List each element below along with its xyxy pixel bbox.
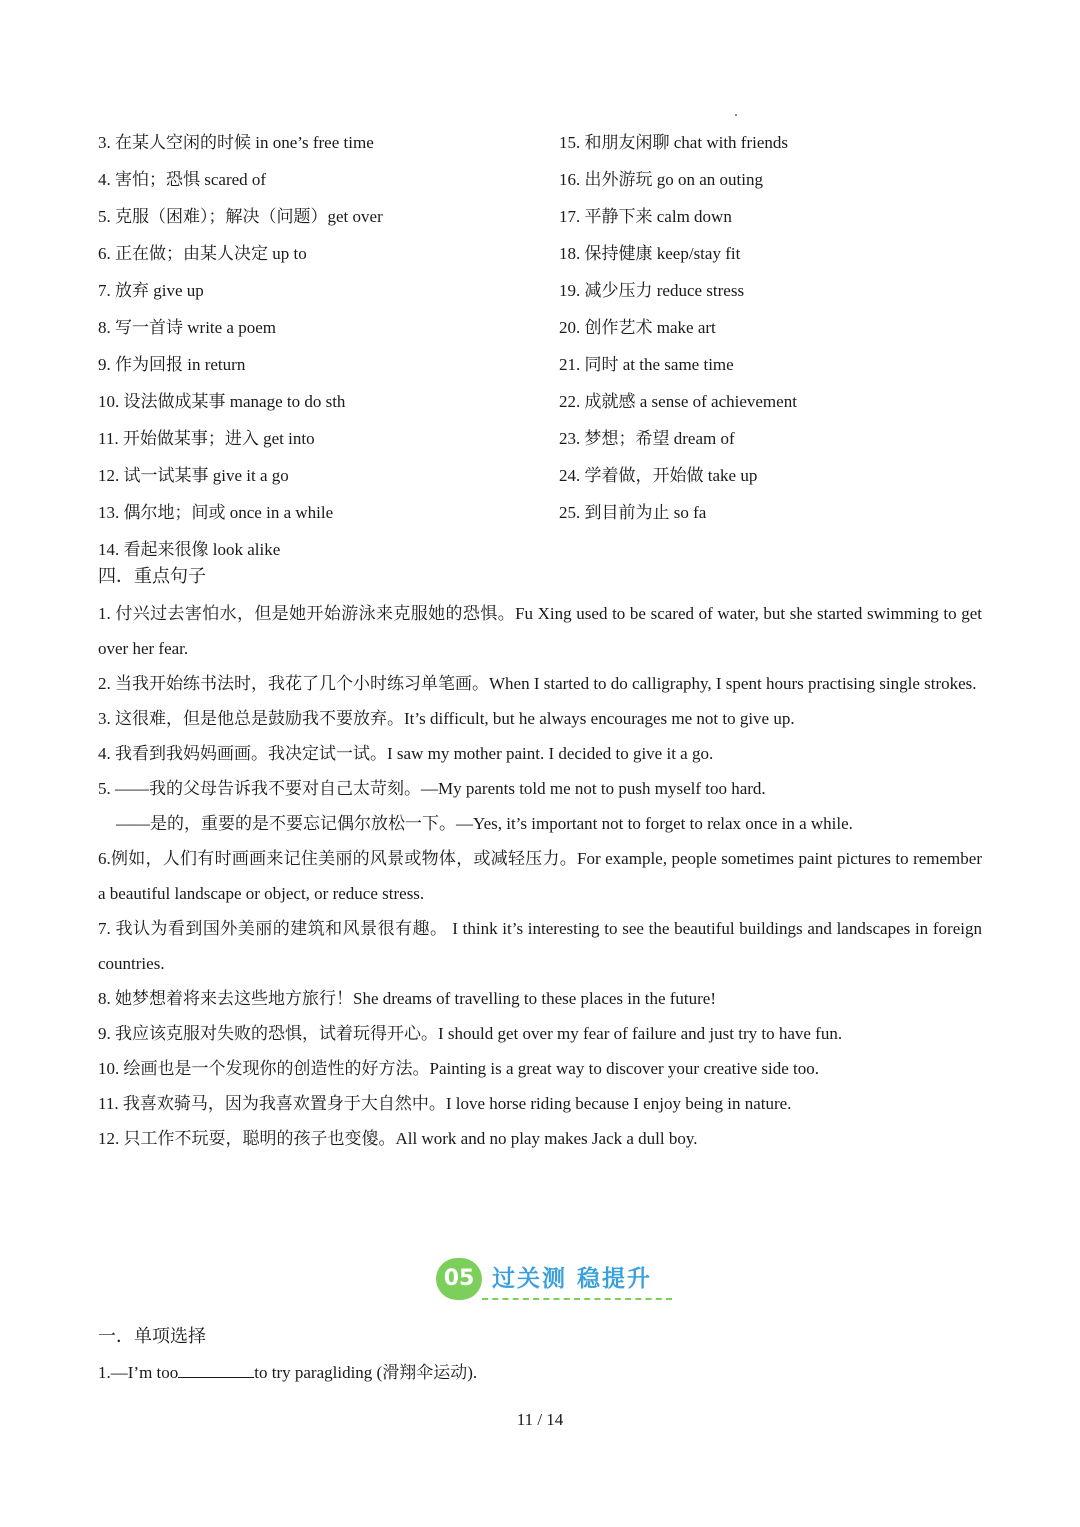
sentence-item: 9. 我应该克服对失败的恐惧，试着玩得开心。I should get over my fear of failure and just try to have fun. xyxy=(98,1024,843,1043)
sentence-item: 8. 她梦想着将来去这些地方旅行！She dreams of travelling to these places in the future! xyxy=(98,989,717,1008)
phrase-item: 6. 正在做；由某人决定 up to xyxy=(98,244,307,263)
question-text-before: 1.—I’m too xyxy=(98,1363,179,1382)
phrase-item: 11. 开始做某事；进入 get into xyxy=(98,429,315,448)
section-heading-multiple-choice: 一．单项选择 xyxy=(98,1326,206,1346)
phrase-item: 17. 平静下来 calm down xyxy=(559,207,732,226)
banner-underline xyxy=(482,1298,672,1300)
phrase-list-right xyxy=(559,130,797,537)
page-number: 11 / 14 xyxy=(516,1410,564,1429)
sentence-item: 2. 当我开始练书法时，我花了几个小时练习单笔画。When I started to do calligraphy, I spent hours practising single strokes. xyxy=(98,674,977,693)
phrase-item: 3. 在某人空闲的时候 in one’s free time xyxy=(98,133,374,152)
phrase-item: 25. 到目前为止 so fa xyxy=(559,503,707,522)
phrase-item: 20. 创作艺术 make art xyxy=(559,318,716,337)
question-item xyxy=(98,1358,477,1383)
section-banner-title: 过关测 稳提升 xyxy=(492,1266,653,1292)
sentence-item: 10. 绘画也是一个发现你的创造性的好方法。Painting is a great way to discover your creative side too. xyxy=(98,1059,819,1078)
phrase-item: 10. 设法做成某事 manage to do sth xyxy=(98,392,346,411)
phrase-item: 4. 害怕；恐惧 scared of xyxy=(98,170,267,189)
phrase-item: 5. 克服（困难）；解决（问题）get over xyxy=(98,207,383,226)
section-banner xyxy=(436,1256,676,1304)
sentence-item: 4. 我看到我妈妈画画。我决定试一试。I saw my mother paint. I decided to give it a go. xyxy=(98,744,714,763)
sentence-item: 11. 我喜欢骑马，因为我喜欢置身于大自然中。I love horse riding because I enjoy being in nature. xyxy=(98,1094,792,1113)
sentence-item: 6.例如，人们有时画画来记住美丽的风景或物体，或减轻压力。For example, people sometimes paint pictures to remember a beautiful landscape or object, or reduce stress. xyxy=(98,849,982,903)
phrase-item: 8. 写一首诗 write a poem xyxy=(98,318,276,337)
section-heading-key-sentences: 四．重点句子 xyxy=(98,566,206,586)
phrase-item: 14. 看起来很像 look alike xyxy=(98,540,281,559)
phrase-item: 16. 出外游玩 go on an outing xyxy=(559,170,763,189)
sentence-item: 5. ——我的父母告诉我不要对自己太苛刻。—My parents told me not to push myself too hard. xyxy=(98,779,766,798)
question-text-after: to try paragliding (滑翔伞运动). xyxy=(254,1363,478,1382)
sentence-item: 1. 付兴过去害怕水，但是她开始游泳来克服她的恐惧。Fu Xing used to be scared of water, but she started swimming to get over her fear. xyxy=(98,604,982,658)
sentence-item: 3. 这很难，但是他总是鼓励我不要放弃。It’s difficult, but he always encourages me not to give up. xyxy=(98,709,795,728)
phrase-list-left xyxy=(98,130,383,574)
phrase-item: 12. 试一试某事 give it a go xyxy=(98,466,289,485)
section-number-badge: 05 xyxy=(436,1258,482,1300)
key-sentence-list xyxy=(98,596,982,1156)
sentence-item: 7. 我认为看到国外美丽的建筑和风景很有趣。 I think it’s interesting to see the beautiful buildings and landscapes in foreign countries. xyxy=(98,919,982,973)
phrase-item: 13. 偶尔地；间或 once in a while xyxy=(98,503,334,522)
phrase-item: 9. 作为回报 in return xyxy=(98,355,246,374)
phrase-item: 18. 保持健康 keep/stay fit xyxy=(559,244,741,263)
page-speck xyxy=(735,114,737,116)
phrase-item: 15. 和朋友闲聊 chat with friends xyxy=(559,133,788,152)
phrase-item: 23. 梦想；希望 dream of xyxy=(559,429,735,448)
sentence-item: ——是的，重要的是不要忘记偶尔放松一下。—Yes, it’s important not to forget to relax once in a while. xyxy=(116,814,853,833)
sentence-item: 12. 只工作不玩耍，聪明的孩子也变傻。All work and no play makes Jack a dull boy. xyxy=(98,1129,698,1148)
phrase-item: 19. 减少压力 reduce stress xyxy=(559,281,745,300)
phrase-item: 7. 放弃 give up xyxy=(98,281,204,300)
phrase-item: 24. 学着做，开始做 take up xyxy=(559,466,758,485)
phrase-item: 22. 成就感 a sense of achievement xyxy=(559,392,797,411)
phrase-item: 21. 同时 at the same time xyxy=(559,355,734,374)
answer-blank xyxy=(178,1363,254,1378)
